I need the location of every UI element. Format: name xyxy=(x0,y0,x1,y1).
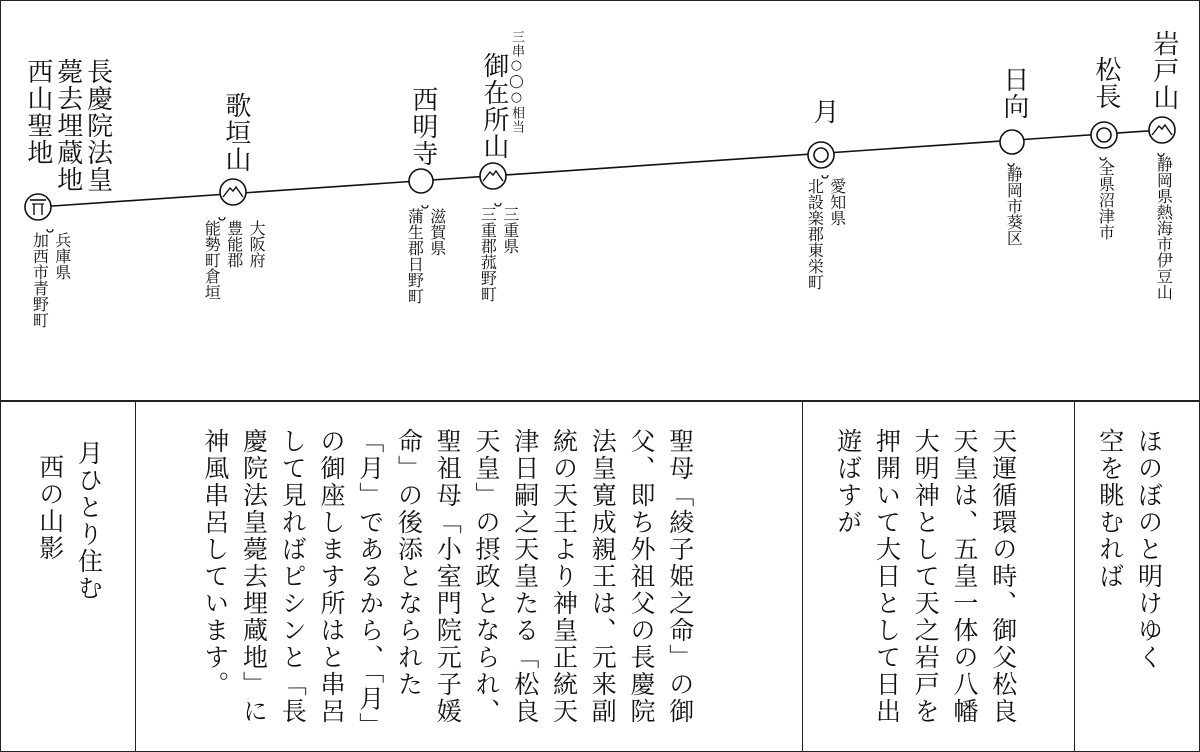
passage-line: 慶院法皇薨去埋蔵地」に xyxy=(239,428,269,725)
station-note-gozaisho: 三串○◯○相当 xyxy=(508,30,524,134)
passage-line: の御座します所はと串呂 xyxy=(317,428,346,725)
poem-left xyxy=(30,440,108,602)
station-name-line: 歌垣山 xyxy=(220,92,251,173)
passage-line: 押開いて大日として日出 xyxy=(872,428,902,725)
poem-line: 西の山影 xyxy=(35,454,65,562)
passage-line: 津日嗣之天皇たる「松良 xyxy=(510,428,540,725)
passage-left xyxy=(195,428,699,740)
address-line: 兵庫県 xyxy=(52,232,72,280)
passage-line: して見ればピシンと「長 xyxy=(278,428,308,725)
station-name-line: 薨去埋蔵地 xyxy=(52,58,83,193)
passage-line: 天皇は、五皇一体の八幡 xyxy=(950,428,979,725)
address-line: 加西市青野町 xyxy=(30,232,50,328)
passage-line: 父、即ち外祖父の長慶院 xyxy=(627,428,656,725)
address-line: 大阪府 xyxy=(247,220,267,268)
passage-line: 神風串呂しています。 xyxy=(200,428,230,698)
station-name-line: 西山聖地 xyxy=(22,58,53,166)
address-line: 全県沼津市 xyxy=(1096,160,1116,240)
address-line: 北設楽郡東栄町 xyxy=(805,178,825,290)
passage-line: 天運循環の時、御父松良 xyxy=(988,428,1018,725)
address-line: 豊能郡 xyxy=(224,220,244,268)
passage-line: 遊ばすが xyxy=(833,428,863,536)
station-name-line: 松長 xyxy=(1090,56,1121,110)
station-name-line: 月 xyxy=(808,98,839,125)
divider-3 xyxy=(1074,400,1075,752)
poem-line: ほのぼのと明けゆく xyxy=(1134,428,1164,671)
passage-line: 命」の後添となられた xyxy=(394,428,424,698)
poem-right xyxy=(1090,428,1168,671)
station-name-line: 御在所山 xyxy=(478,52,509,160)
address-line: 愛知県 xyxy=(827,178,847,226)
address-line: 能勢町倉垣 xyxy=(202,220,222,300)
passage-line: 聖母「綾子姫之命」の御 xyxy=(665,428,695,725)
station-name-line: 西明寺 xyxy=(407,86,438,167)
passage-line: 統の天王より神皇正統天 xyxy=(549,428,579,725)
passage-line: 大明神として天之岩戸を xyxy=(911,428,941,725)
divider-2 xyxy=(802,400,803,752)
address-line: 静岡市葵区 xyxy=(1004,166,1024,246)
station-name-line: 長慶院法皇 xyxy=(82,58,113,193)
address-line: 滋賀県 xyxy=(427,208,447,256)
poem-line: 月ひとり住む xyxy=(74,440,104,602)
passage-line: 「月」であるから、「月」 xyxy=(355,428,385,740)
poem-line: 空を眺むれば xyxy=(1095,428,1125,590)
address-line: 三重郡菰野町 xyxy=(478,206,498,302)
passage-line: 天皇」の摂政となられ、 xyxy=(472,428,501,725)
address-line: 三重県 xyxy=(500,206,520,254)
passage-right xyxy=(828,428,1022,725)
passage-line: 聖祖母「小室門院元子媛 xyxy=(433,428,463,725)
address-line: 静岡県熱海市伊豆山 xyxy=(1154,156,1174,300)
address-line: 蒲生郡日野町 xyxy=(405,208,425,304)
passage-line: 法皇寛成親王は、元来副 xyxy=(588,428,618,725)
station-name-line: 日向 xyxy=(998,66,1029,120)
station-name-line: 岩戸山 xyxy=(1148,30,1179,111)
divider-1 xyxy=(135,400,136,752)
